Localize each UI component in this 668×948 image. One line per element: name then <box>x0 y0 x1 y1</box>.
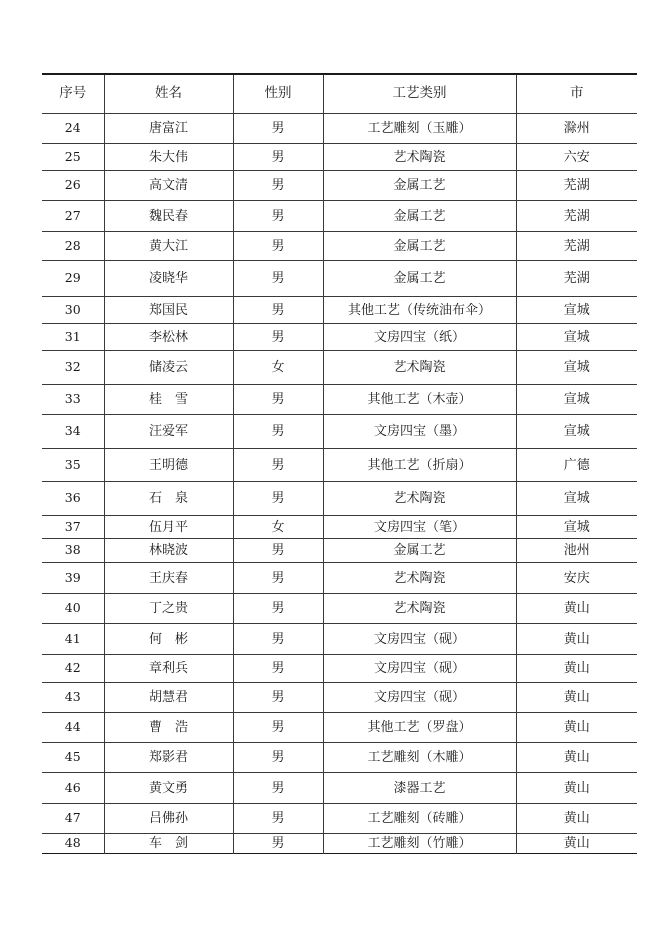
table-row <box>42 743 637 773</box>
cell-craft-category: 金属工艺 <box>323 261 516 297</box>
cell-index: 36 <box>42 482 104 516</box>
cell-name: 李松林 <box>104 324 233 351</box>
cell-index: 29 <box>42 261 104 297</box>
cell-craft-category: 金属工艺 <box>323 539 516 563</box>
cell-gender: 男 <box>233 261 323 297</box>
cell-index: 30 <box>42 297 104 324</box>
cell-city: 宣城 <box>516 415 637 449</box>
cell-craft-category: 其他工艺（罗盘） <box>323 713 516 743</box>
cell-name: 何 彬 <box>104 624 233 655</box>
cell-gender: 男 <box>233 804 323 834</box>
cell-gender: 男 <box>233 324 323 351</box>
cell-index: 26 <box>42 171 104 201</box>
cell-index: 33 <box>42 385 104 415</box>
cell-city: 芜湖 <box>516 232 637 261</box>
cell-name: 储凌云 <box>104 351 233 385</box>
cell-gender: 男 <box>233 114 323 144</box>
header-name: 姓名 <box>104 74 233 114</box>
cell-name: 唐富江 <box>104 114 233 144</box>
table-row <box>42 683 637 713</box>
cell-gender: 男 <box>233 539 323 563</box>
table-body <box>42 114 637 854</box>
cell-index: 40 <box>42 594 104 624</box>
cell-index: 39 <box>42 563 104 594</box>
cell-gender: 男 <box>233 385 323 415</box>
cell-index: 31 <box>42 324 104 351</box>
cell-craft-category: 其他工艺（折扇） <box>323 449 516 482</box>
cell-city: 宣城 <box>516 482 637 516</box>
table-row <box>42 385 637 415</box>
cell-gender: 男 <box>233 482 323 516</box>
table-row <box>42 261 637 297</box>
cell-craft-category: 文房四宝（砚） <box>323 655 516 683</box>
cell-name: 胡慧君 <box>104 683 233 713</box>
table-row <box>42 773 637 804</box>
cell-index: 38 <box>42 539 104 563</box>
cell-city: 宣城 <box>516 324 637 351</box>
cell-craft-category: 金属工艺 <box>323 201 516 232</box>
cell-city: 黄山 <box>516 624 637 655</box>
table-row <box>42 834 637 854</box>
cell-craft-category: 文房四宝（砚） <box>323 683 516 713</box>
cell-gender: 男 <box>233 743 323 773</box>
cell-gender: 男 <box>233 655 323 683</box>
cell-gender: 男 <box>233 834 323 854</box>
cell-gender: 女 <box>233 351 323 385</box>
cell-city: 六安 <box>516 144 637 171</box>
cell-index: 25 <box>42 144 104 171</box>
cell-name: 章利兵 <box>104 655 233 683</box>
table-row <box>42 482 637 516</box>
cell-city: 广德 <box>516 449 637 482</box>
table-row <box>42 713 637 743</box>
cell-craft-category: 艺术陶瓷 <box>323 563 516 594</box>
cell-craft-category: 其他工艺（传统油布伞） <box>323 297 516 324</box>
cell-gender: 男 <box>233 683 323 713</box>
cell-city: 黄山 <box>516 713 637 743</box>
cell-craft-category: 文房四宝（砚） <box>323 624 516 655</box>
cell-name: 汪爱军 <box>104 415 233 449</box>
table-row <box>42 232 637 261</box>
table-row <box>42 324 637 351</box>
cell-name: 曹 浩 <box>104 713 233 743</box>
cell-gender: 男 <box>233 563 323 594</box>
cell-name: 凌晓华 <box>104 261 233 297</box>
cell-name: 桂 雪 <box>104 385 233 415</box>
cell-name: 车 剑 <box>104 834 233 854</box>
cell-city: 芜湖 <box>516 201 637 232</box>
table-header-row <box>42 74 637 114</box>
cell-craft-category: 艺术陶瓷 <box>323 594 516 624</box>
cell-city: 池州 <box>516 539 637 563</box>
cell-name: 朱大伟 <box>104 144 233 171</box>
table-row <box>42 539 637 563</box>
table-row <box>42 516 637 539</box>
cell-gender: 男 <box>233 201 323 232</box>
table-row <box>42 171 637 201</box>
cell-index: 28 <box>42 232 104 261</box>
cell-index: 44 <box>42 713 104 743</box>
cell-index: 37 <box>42 516 104 539</box>
cell-index: 43 <box>42 683 104 713</box>
cell-index: 41 <box>42 624 104 655</box>
cell-gender: 男 <box>233 144 323 171</box>
header-gender: 性别 <box>233 74 323 114</box>
table-row <box>42 449 637 482</box>
cell-name: 伍月平 <box>104 516 233 539</box>
cell-gender: 男 <box>233 415 323 449</box>
header-craft-category: 工艺类别 <box>323 74 516 114</box>
table-row <box>42 655 637 683</box>
cell-gender: 男 <box>233 624 323 655</box>
cell-name: 黄大江 <box>104 232 233 261</box>
cell-index: 27 <box>42 201 104 232</box>
cell-craft-category: 艺术陶瓷 <box>323 482 516 516</box>
cell-craft-category: 漆器工艺 <box>323 773 516 804</box>
cell-name: 郑国民 <box>104 297 233 324</box>
cell-city: 宣城 <box>516 297 637 324</box>
header-city: 市 <box>516 74 637 114</box>
cell-gender: 男 <box>233 232 323 261</box>
cell-city: 安庆 <box>516 563 637 594</box>
cell-city: 黄山 <box>516 594 637 624</box>
cell-craft-category: 艺术陶瓷 <box>323 351 516 385</box>
cell-city: 宣城 <box>516 351 637 385</box>
cell-gender: 男 <box>233 297 323 324</box>
cell-city: 滁州 <box>516 114 637 144</box>
cell-name: 王庆春 <box>104 563 233 594</box>
table-row <box>42 563 637 594</box>
table-row <box>42 144 637 171</box>
cell-craft-category: 工艺雕刻（砖雕） <box>323 804 516 834</box>
cell-index: 42 <box>42 655 104 683</box>
cell-name: 石 泉 <box>104 482 233 516</box>
cell-name: 黄文勇 <box>104 773 233 804</box>
cell-index: 48 <box>42 834 104 854</box>
cell-name: 吕佛孙 <box>104 804 233 834</box>
cell-index: 35 <box>42 449 104 482</box>
cell-index: 34 <box>42 415 104 449</box>
cell-craft-category: 工艺雕刻（竹雕） <box>323 834 516 854</box>
table-row <box>42 297 637 324</box>
cell-city: 芜湖 <box>516 171 637 201</box>
cell-craft-category: 金属工艺 <box>323 232 516 261</box>
cell-craft-category: 金属工艺 <box>323 171 516 201</box>
cell-craft-category: 文房四宝（墨） <box>323 415 516 449</box>
cell-name: 郑影君 <box>104 743 233 773</box>
table-row <box>42 624 637 655</box>
cell-city: 黄山 <box>516 683 637 713</box>
cell-city: 黄山 <box>516 773 637 804</box>
cell-name: 王明德 <box>104 449 233 482</box>
cell-gender: 男 <box>233 713 323 743</box>
cell-name: 魏民春 <box>104 201 233 232</box>
header-index: 序号 <box>42 74 104 114</box>
craftsmen-table <box>42 73 637 854</box>
cell-craft-category: 艺术陶瓷 <box>323 144 516 171</box>
cell-name: 高文清 <box>104 171 233 201</box>
cell-index: 24 <box>42 114 104 144</box>
cell-city: 黄山 <box>516 743 637 773</box>
cell-gender: 男 <box>233 449 323 482</box>
table-row <box>42 594 637 624</box>
cell-gender: 男 <box>233 773 323 804</box>
cell-name: 丁之贵 <box>104 594 233 624</box>
cell-city: 黄山 <box>516 804 637 834</box>
cell-city: 黄山 <box>516 834 637 854</box>
cell-city: 黄山 <box>516 655 637 683</box>
cell-craft-category: 文房四宝（笔） <box>323 516 516 539</box>
cell-index: 32 <box>42 351 104 385</box>
cell-city: 芜湖 <box>516 261 637 297</box>
cell-index: 45 <box>42 743 104 773</box>
table-row <box>42 804 637 834</box>
cell-craft-category: 其他工艺（木壶） <box>323 385 516 415</box>
cell-index: 47 <box>42 804 104 834</box>
table-row <box>42 201 637 232</box>
table-row <box>42 351 637 385</box>
cell-city: 宣城 <box>516 516 637 539</box>
cell-gender: 女 <box>233 516 323 539</box>
table-row <box>42 114 637 144</box>
cell-craft-category: 文房四宝（纸） <box>323 324 516 351</box>
cell-craft-category: 工艺雕刻（玉雕） <box>323 114 516 144</box>
cell-name: 林晓波 <box>104 539 233 563</box>
cell-index: 46 <box>42 773 104 804</box>
cell-craft-category: 工艺雕刻（木雕） <box>323 743 516 773</box>
cell-gender: 男 <box>233 594 323 624</box>
cell-city: 宣城 <box>516 385 637 415</box>
table-row <box>42 415 637 449</box>
cell-gender: 男 <box>233 171 323 201</box>
